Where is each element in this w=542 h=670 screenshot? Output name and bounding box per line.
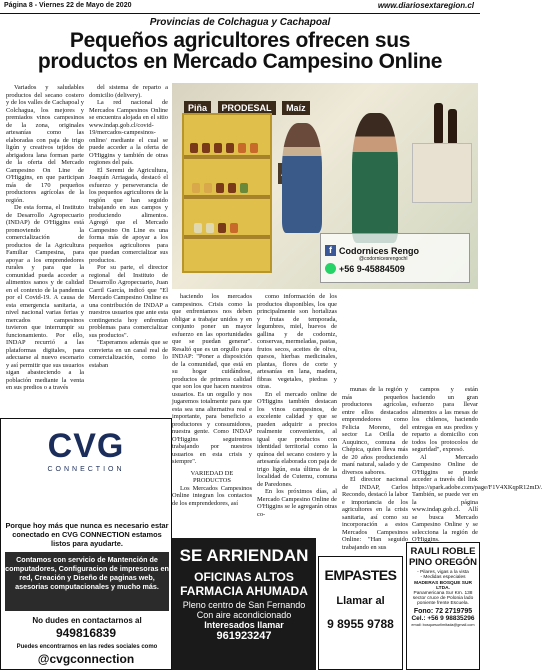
article-column-1 (6, 84, 84, 414)
article-column-4 (257, 293, 337, 538)
rental-title: SE ARRIENDAN (179, 546, 309, 565)
paragraph: "Esperamos además que se convierta en un canal real de comercialización, como lo estaban (89, 339, 168, 369)
paragraph: del sistema de reparto a domicilio (delivery). (89, 84, 168, 99)
paragraph: campos y están haciendo un gran esfuerzo para llevar alimentos a las mesas de los chilenos, haciendo entregas en sus predios y reparto a domicilio con todos los protocolos de seguridad", expresó. (412, 386, 478, 453)
site-url[interactable]: www.diariosextaregion.cl (377, 1, 474, 10)
producer-name: Codornices Rengo (339, 246, 420, 256)
empastes-advertisement (318, 556, 403, 670)
paragraph: La red nacional de Mercados Campesinos Online se encuentra alojada en el sitio www.indap.gob.cl/covid-19/mercados-campesinos-online/ mediante el cual se puede acceder a la oferta de O'Higgins y también de otras regiones del país. (89, 99, 168, 166)
paragraph: El Seremi de Agricultura, Joaquín Arriagada, destacó el esfuerzo y perseverancia de los pequeños agricultores de la región que han seguido trabajando en sus campos y produciendo alimentos. Agregó que el Mercado Campesino On Line es una forma más de apoyar a los pequeños agricultores para que puedan comercializar sus productos. (89, 166, 168, 264)
paragraph: Por su parte, el director regional del Instituto de Desarrollo Agropecuario, Juan Carril García, indicó que "El Mercado Campesino Online es una contribución de INDAP a nuestros usuarios que ante esta contingencia hoy enfrentan problemas para comercializar sus productos". (89, 264, 168, 339)
rental-line: Con aire acondicionado (196, 610, 292, 620)
cvg-handle[interactable]: @cvgconnection (37, 652, 135, 666)
photo-sign: Piña (184, 101, 211, 115)
rauli-line: - Medidas especiales (420, 575, 466, 580)
cvg-tagline: Porque hoy más que nunca es necesario estar conectado en CVG CONNECTION estamos listos para ayudarte. (5, 521, 169, 548)
page-header (0, 0, 480, 14)
paragraph: Al Mercado Campesino Online de O'Higgins se puede acceder a través del link https://spark.adobe.com/page/F1V4XKqpR12mD/. También, se puede ver en la página www.indap.gob.cl. Allí se busca Mercado Campesino Online y se selecciona la región de O'Higgins. (412, 453, 542, 543)
paragraph: como información de los productos disponibles, los que principalmente son hortalizas y frutas de temporada, legumbres, miel, huevos de gallina y de codorniz, conservas, mermeladas, pastas, frutos secos, aceites de oliva, quesos, hierbas medicinales, plantas, flores de corte y artesanías en lana, madera, fibras vegetales, piedras y otras. (257, 293, 337, 390)
facebook-icon: f (325, 245, 336, 256)
producer-phone: +56 9-45884509 (339, 264, 405, 274)
rental-line: OFICINAS ALTOS (194, 570, 294, 584)
cvg-brand: CVG (47, 427, 125, 465)
cvg-advertisement (0, 418, 172, 670)
article-column-6 (412, 386, 542, 543)
producer-page: @codornicesrengochl (359, 256, 408, 262)
paragraph: munas de la región y más pequeños productores agrícolas, entre ellos destacados emprendedores como Felicia Moreno, del sector La Orilla de Auquinco, comuna de Chépica, quien lleva más de 20 años produciendo maní natural, salado y de diversos sabores. (342, 386, 408, 476)
paragraph: haciendo los mercados campesinos. Crisis como la que enfrentamos nos deben obligar a trabajar unidos y en conjunto poner un mayor esfuerzo en las oportunidades que se puedan generar". Resaltó que es un orgullo para INDAP: "Poner a disposición de la comunidad, que está en su hogar cuidándose, productos de primera calidad que son los que hacen nuestros usuarios. Es un orgullo y nos jugaremos totalmente para que esta sea una alternativa real e importante, para beneficio a productores y consumidores, nuestra gente. Como INDAP O'Higgins seguiremos trabajando por nuestros usuarios en esta crisis y siempre". (172, 293, 252, 465)
rauli-line: - Pilares, vigas a la vista (417, 570, 469, 575)
article-photo (172, 83, 478, 289)
cvg-contact-lead: No dudes en contactarnos al (32, 616, 142, 625)
cvg-phone[interactable]: 949816839 (55, 626, 117, 640)
rental-line: Pleno centro de San Fernando (182, 600, 306, 610)
article-column-2 (89, 84, 168, 414)
paragraph: Variados y saludables productos del secano costero y de los valles de Cachapoal y Colchagua, los mejores y premiados vinos campesinos de la zona, originales artesanías como las elaboradas con paja de trigo ligún y creativos tejidos de abrigadora lana forman parte de la oferta del Mercado Campesino On Line de O'Higgins, en que participan más de 170 pequeños productores agrícolas de la región. (6, 84, 84, 204)
paragraph: El director nacional de INDAP, Carlos Recondo, destacó la labor e importancia de los agricultores en la crisis sanitaria, así como su incorporación a estos Mercados Campesinos Online: "Han seguido trabajando en sus (342, 476, 409, 551)
whatsapp-icon (325, 263, 336, 274)
product-shelf (182, 113, 272, 273)
empastes-title: EMPASTES (324, 567, 397, 583)
photo-sign: PRODESAL (218, 101, 276, 115)
page-date: Página 8 - Viernes 22 de Mayo de 2020 (4, 2, 132, 9)
paragraph: Los Mercados Campesinos Online integran los contactos de los emprendedores, así (172, 484, 252, 507)
rauli-advertisement (406, 542, 480, 670)
photo-sign: Maíz (282, 101, 310, 115)
article-headline (0, 30, 480, 72)
cvg-services: Contamos con servicio de Mantención de computadores, Configuracion de impresoras en red, Creación y Diseño de paginas web, asesorias computacionales y mucho más. (5, 552, 169, 611)
rental-line: FARMACIA AHUMADA (180, 584, 308, 598)
headline-line-2: productos en Mercado Campesino Online (37, 50, 443, 73)
rauli-phone[interactable]: Cel.: +56 9 98835296 (411, 615, 475, 622)
article-kicker: Provincias de Colchagua y Cachapoal (149, 17, 331, 28)
person-man (352, 113, 398, 243)
rauli-line: sector cruce de Polonia lado (412, 596, 474, 601)
rauli-company: MADERAS BOSQUE SUR LTDA. (414, 581, 472, 591)
rental-phone[interactable]: 961923247 (216, 630, 272, 642)
cvg-logo (1, 427, 171, 473)
rauli-title: RAULI ROBLE (410, 546, 476, 557)
paragraph: En los próximos días, al Mercado Campesino Online de O'Higgins se le agregarán otras co- (257, 488, 337, 518)
producer-banner (320, 233, 470, 283)
empastes-call: Llamar al (336, 595, 385, 607)
article-column-3 (172, 293, 252, 538)
paragraph: De esta forma, el Instituto de Desarrollo Agropecuario (INDAP) de O'Higgins está promoviendo la comercialización de productos de la Agricultura Familiar Campesina, para apoyar a los emprendedores rurales y para que la comunidad pueda acceder a alimentos sanos y de calidad en el contexto de la pandemia por el Covid-19. A causa de esta emergencia sanitaria, a nivel nacional varias ferias y mercados campesinos tuvieron que interrumpir su funcionamiento. Por ello, INDAP recurrió a las plataformas digitales, para adecuarse al nuevo escenario y así permitir que sus usuarios sigan abasteciendo a la población mediante la venta en sus predios o a través (6, 204, 84, 391)
rental-advertisement (172, 538, 316, 670)
rauli-line: poniente frente Escuela. (417, 601, 469, 606)
paragraph: En el mercado online de O'Higgins también destacan los vinos campesinos, de excelente calidad y que se pueden adquirir a precios realmente convenientes, al igual que productos con identidad territorial como la quínoa del secano costero y la artesanía elaborada con paja de trigo ligún, esta última de la localidad de Cutemu, comuna de Paredones. (257, 390, 337, 488)
rauli-email[interactable]: email: bosquesurlimitada@gmail.com (411, 623, 475, 627)
rental-line: Interesados llamar (204, 620, 284, 630)
person-woman (282, 123, 322, 233)
article-column-5 (342, 386, 408, 552)
rauli-title: PINO OREGÓN (408, 557, 478, 568)
rauli-line: Panamericana Sur Km. 138 (413, 591, 473, 596)
rauli-phone[interactable]: Fono: 72 2719795 (413, 608, 473, 615)
subheading: VARIEDAD DE PRODUCTOS (190, 469, 234, 484)
cvg-social-lead: Puedes encontrarnos en las redes sociales como (16, 644, 158, 650)
headline-line-1: Pequeños agricultores ofrecen sus (69, 29, 411, 52)
cvg-brand-sub: CONNECTION (47, 466, 125, 473)
empastes-phone[interactable]: 9 8955 9788 (327, 617, 394, 631)
